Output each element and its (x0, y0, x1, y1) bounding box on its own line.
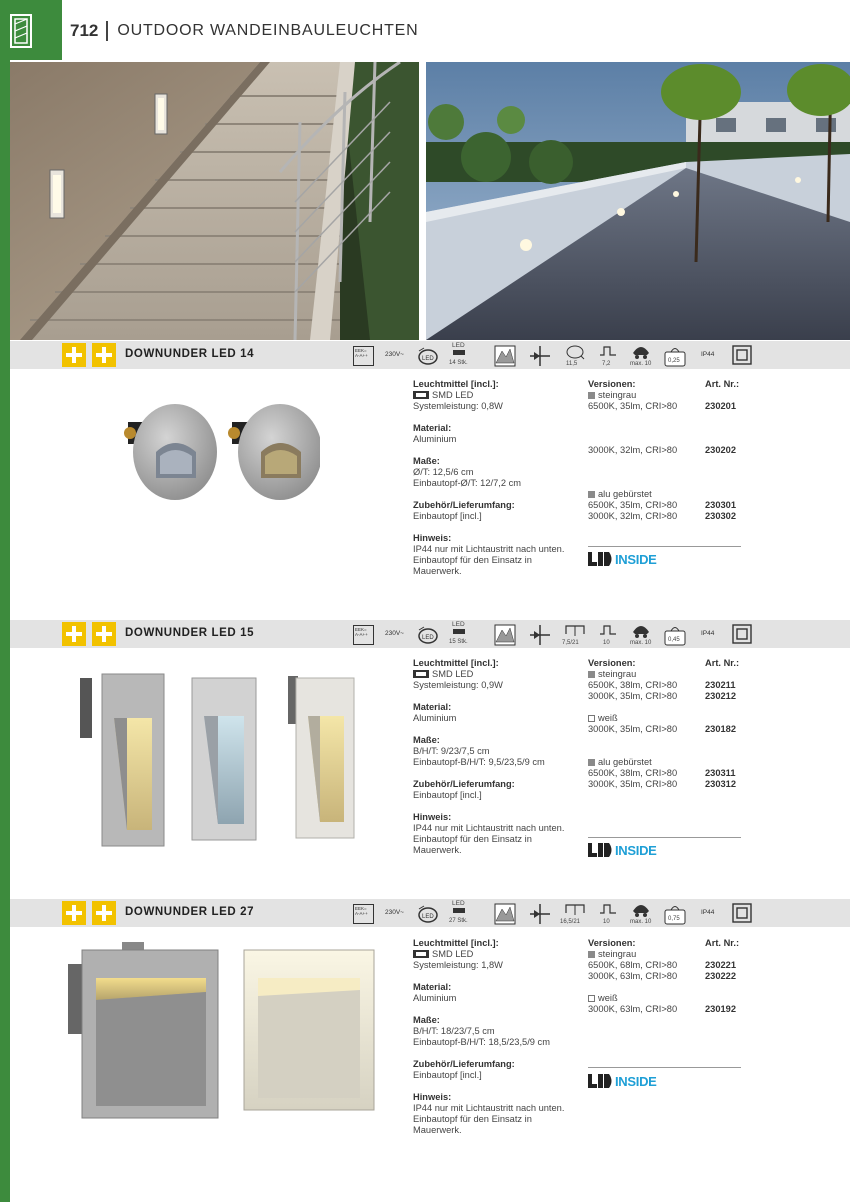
svg-text:LED: LED (422, 635, 434, 641)
label-zubehoer: Zubehör/Lieferumfang: (413, 1059, 515, 1069)
recessed-mount-icon (528, 901, 552, 927)
product-bar-2 (10, 620, 850, 648)
product-bar-3 (10, 899, 850, 927)
article-number: 230302 (705, 511, 737, 521)
version-row: 3000K, 32lm, CRI>80 230202 (588, 445, 737, 455)
dimension-2: 10 (603, 919, 610, 925)
dimensions-1: Ø/T: 12,5/6 cm (413, 467, 474, 477)
led-bulb-icon (416, 622, 440, 648)
article-number: 230202 (705, 445, 737, 455)
brand-side-strip (0, 60, 10, 1202)
label-hinweis: Hinweis: (413, 812, 452, 822)
note-line-3: Mauerwerk. (413, 1125, 462, 1135)
label-artnr: Art. Nr.: (705, 658, 740, 668)
product-image-led14 (120, 400, 320, 510)
version-finish: weiß (588, 713, 743, 724)
color-swatch (588, 951, 595, 958)
weight-icon (663, 901, 687, 927)
label-versionen: Versionen: (588, 379, 636, 389)
spec-block-1 (413, 379, 564, 577)
label-leuchtmittel: Leuchtmittel [incl.]: (413, 938, 499, 948)
voltage-label: 230V~ (385, 630, 404, 637)
led-logo-icon (588, 1074, 614, 1088)
led-type: SMD LED (413, 949, 564, 960)
version-finish: alu gebürstet (588, 489, 743, 500)
accessories: Einbautopf [incl.] (413, 1070, 482, 1080)
article-number: 230301 (705, 500, 737, 510)
led-top-label: LED (452, 342, 465, 349)
note-line-3: Mauerwerk. (413, 845, 462, 855)
max-load: max. 10 (630, 640, 652, 646)
version-finish: steingrau (588, 390, 743, 401)
divider (588, 837, 741, 838)
led-logo-icon (588, 552, 614, 566)
recessed-mount-icon (528, 622, 552, 648)
version-row: 3000K, 35lm, CRI>80 230312 (588, 779, 737, 789)
version-finish: weiß (588, 993, 743, 1004)
ip-rating: IP44 (701, 351, 715, 358)
weight-icon (663, 622, 687, 648)
system-power: Systemleistung: 1,8W (413, 960, 503, 970)
led-bulb-icon (416, 343, 440, 369)
label-zubehoer: Zubehör/Lieferumfang: (413, 779, 515, 789)
beam-pattern-icon (494, 343, 516, 369)
led-bulb-icon (416, 901, 440, 927)
dimensions-2: Einbautopf-Ø/T: 12/7,2 cm (413, 478, 522, 488)
led-symbol-icon (413, 950, 429, 958)
label-leuchtmittel: Leuchtmittel [incl.]: (413, 379, 499, 389)
led-type: SMD LED (413, 669, 564, 680)
page-title: OUTDOOR WANDEINBAULEUCHTEN (117, 22, 419, 39)
color-swatch (588, 392, 595, 399)
energy-label-icon: EEK= A-A++ (353, 346, 374, 366)
ip-rating: IP44 (701, 909, 715, 916)
version-row: 3000K, 35lm, CRI>80 230182 (588, 724, 737, 734)
label-hinweis: Hinweis: (413, 1092, 452, 1102)
plus-icon (62, 901, 86, 925)
color-swatch (588, 671, 595, 678)
page-header (70, 18, 419, 44)
label-material: Material: (413, 423, 452, 433)
note-line-1: IP44 nur mit Lichtaustritt nach unten. (413, 823, 565, 833)
led-top-label: LED (452, 621, 465, 628)
svg-text:LED: LED (422, 914, 434, 920)
color-swatch (588, 715, 595, 722)
accessories: Einbautopf [incl.] (413, 511, 482, 521)
plus-icon (92, 622, 116, 646)
page-number: 712 (70, 21, 99, 40)
dimension-2: 10 (603, 640, 610, 646)
weight-value: 0,45 (668, 637, 680, 643)
versions-block-1 (588, 379, 743, 522)
label-artnr: Art. Nr.: (705, 938, 740, 948)
article-number: 230212 (705, 691, 737, 701)
recessed-mount-icon (528, 343, 552, 369)
label-hinweis: Hinweis: (413, 533, 452, 543)
color-swatch (588, 995, 595, 1002)
version-row: 3000K, 32lm, CRI>80 230302 (588, 511, 737, 521)
article-number: 230312 (705, 779, 737, 789)
max-load: max. 10 (630, 919, 652, 925)
version-row: 6500K, 38lm, CRI>80 230211 (588, 680, 736, 690)
plus-icon (92, 343, 116, 367)
material: Aluminium (413, 434, 457, 444)
material: Aluminium (413, 713, 457, 723)
photo-stairs (10, 62, 419, 340)
version-row: 6500K, 35lm, CRI>80 230301 (588, 500, 737, 510)
spec-block-2 (413, 658, 564, 856)
note-line-2: Einbautopf für den Einsatz in (413, 834, 532, 844)
weight-icon (663, 343, 687, 369)
version-row: 3000K, 63lm, CRI>80 230192 (588, 1004, 737, 1014)
label-masse: Maße: (413, 735, 440, 745)
energy-label-icon: EEK= A-A++ (353, 625, 374, 645)
led-logo-icon (588, 843, 614, 857)
label-versionen: Versionen: (588, 658, 636, 668)
product-image-led15 (72, 660, 372, 850)
label-leuchtmittel: Leuchtmittel [incl.]: (413, 658, 499, 668)
led-count: 27 Stk. (449, 918, 468, 924)
led-count: 14 Stk. (449, 360, 468, 366)
version-row: 6500K, 35lm, CRI>80 230201 (588, 401, 737, 411)
plus-icon (62, 622, 86, 646)
label-artnr: Art. Nr.: (705, 379, 740, 389)
weight-value: 0,75 (668, 916, 680, 922)
led-count: 15 Stk. (449, 639, 468, 645)
plus-icon (62, 343, 86, 367)
note-line-3: Mauerwerk. (413, 566, 462, 576)
product-image-led27 (68, 938, 388, 1123)
accessories: Einbautopf [incl.] (413, 790, 482, 800)
divider (588, 1067, 741, 1068)
dimension-1: 16,5/21 (560, 919, 581, 925)
label-versionen: Versionen: (588, 938, 636, 948)
ledinside-logo: INSIDE (588, 1073, 657, 1089)
versions-block-2 (588, 658, 743, 790)
note-line-2: Einbautopf für den Einsatz in (413, 1114, 532, 1124)
dimensions-1: B/H/T: 9/23/7,5 cm (413, 746, 490, 756)
voltage-label: 230V~ (385, 351, 404, 358)
plus-icon (92, 901, 116, 925)
article-number: 230192 (705, 1004, 737, 1014)
protection-class-icon (730, 343, 754, 369)
color-swatch (588, 759, 595, 766)
led-symbol-icon (413, 391, 429, 399)
voltage-label: 230V~ (385, 909, 404, 916)
led-type: SMD LED (413, 390, 564, 401)
article-number: 230182 (705, 724, 737, 734)
product-name: DOWNUNDER LED 27 (125, 906, 255, 918)
led-symbol-icon (413, 670, 429, 678)
label-masse: Maße: (413, 456, 440, 466)
max-load: max. 10 (630, 361, 652, 367)
dimension-2: 7,2 (602, 361, 611, 367)
protection-class-icon (730, 901, 754, 927)
color-swatch (588, 491, 595, 498)
version-row: 3000K, 63lm, CRI>80 230222 (588, 971, 737, 981)
article-number: 230311 (705, 768, 736, 778)
label-masse: Maße: (413, 1015, 440, 1025)
article-number: 230222 (705, 971, 737, 981)
dimensions-2: Einbautopf-B/H/T: 9,5/23,5/9 cm (413, 757, 545, 767)
protection-class-icon (730, 622, 754, 648)
label-material: Material: (413, 982, 452, 992)
header-separator (106, 21, 108, 41)
versions-block-3 (588, 938, 743, 1015)
ledinside-logo: INSIDE (588, 551, 657, 567)
version-finish: steingrau (588, 669, 743, 680)
energy-label-icon: EEK= A-A++ (353, 904, 374, 924)
version-row: 3000K, 35lm, CRI>80 230212 (588, 691, 737, 701)
note-line-1: IP44 nur mit Lichtaustritt nach unten. (413, 1103, 565, 1113)
weight-value: 0,25 (668, 358, 680, 364)
label-zubehoer: Zubehör/Lieferumfang: (413, 500, 515, 510)
dimensions-1: B/H/T: 18/23/7,5 cm (413, 1026, 495, 1036)
version-row: 6500K, 68lm, CRI>80 230221 (588, 960, 737, 970)
ledinside-logo: INSIDE (588, 842, 657, 858)
product-name: DOWNUNDER LED 15 (125, 627, 255, 639)
dimension-1: 11,5 (566, 361, 578, 367)
beam-pattern-icon (494, 622, 516, 648)
article-number: 230211 (705, 680, 736, 690)
note-line-2: Einbautopf für den Einsatz in (413, 555, 532, 565)
led-top-label: LED (452, 900, 465, 907)
system-power: Systemleistung: 0,9W (413, 680, 503, 690)
beam-pattern-icon (494, 901, 516, 927)
version-finish: steingrau (588, 949, 743, 960)
label-material: Material: (413, 702, 452, 712)
brand-logo (0, 0, 62, 60)
product-name: DOWNUNDER LED 14 (125, 348, 255, 360)
divider (588, 546, 741, 547)
product-bar-1 (10, 341, 850, 369)
article-number: 230221 (705, 960, 737, 970)
svg-text:LED: LED (422, 356, 434, 362)
photo-courtyard (426, 62, 850, 340)
dimension-1: 7,5/21 (562, 640, 579, 646)
version-row: 6500K, 38lm, CRI>80 230311 (588, 768, 736, 778)
version-finish: alu gebürstet (588, 757, 743, 768)
spec-block-3 (413, 938, 564, 1136)
material: Aluminium (413, 993, 457, 1003)
note-line-1: IP44 nur mit Lichtaustritt nach unten. (413, 544, 565, 554)
door-icon (10, 14, 32, 48)
system-power: Systemleistung: 0,8W (413, 401, 503, 411)
dimensions-2: Einbautopf-B/H/T: 18,5/23,5/9 cm (413, 1037, 550, 1047)
article-number: 230201 (705, 401, 737, 411)
ip-rating: IP44 (701, 630, 715, 637)
